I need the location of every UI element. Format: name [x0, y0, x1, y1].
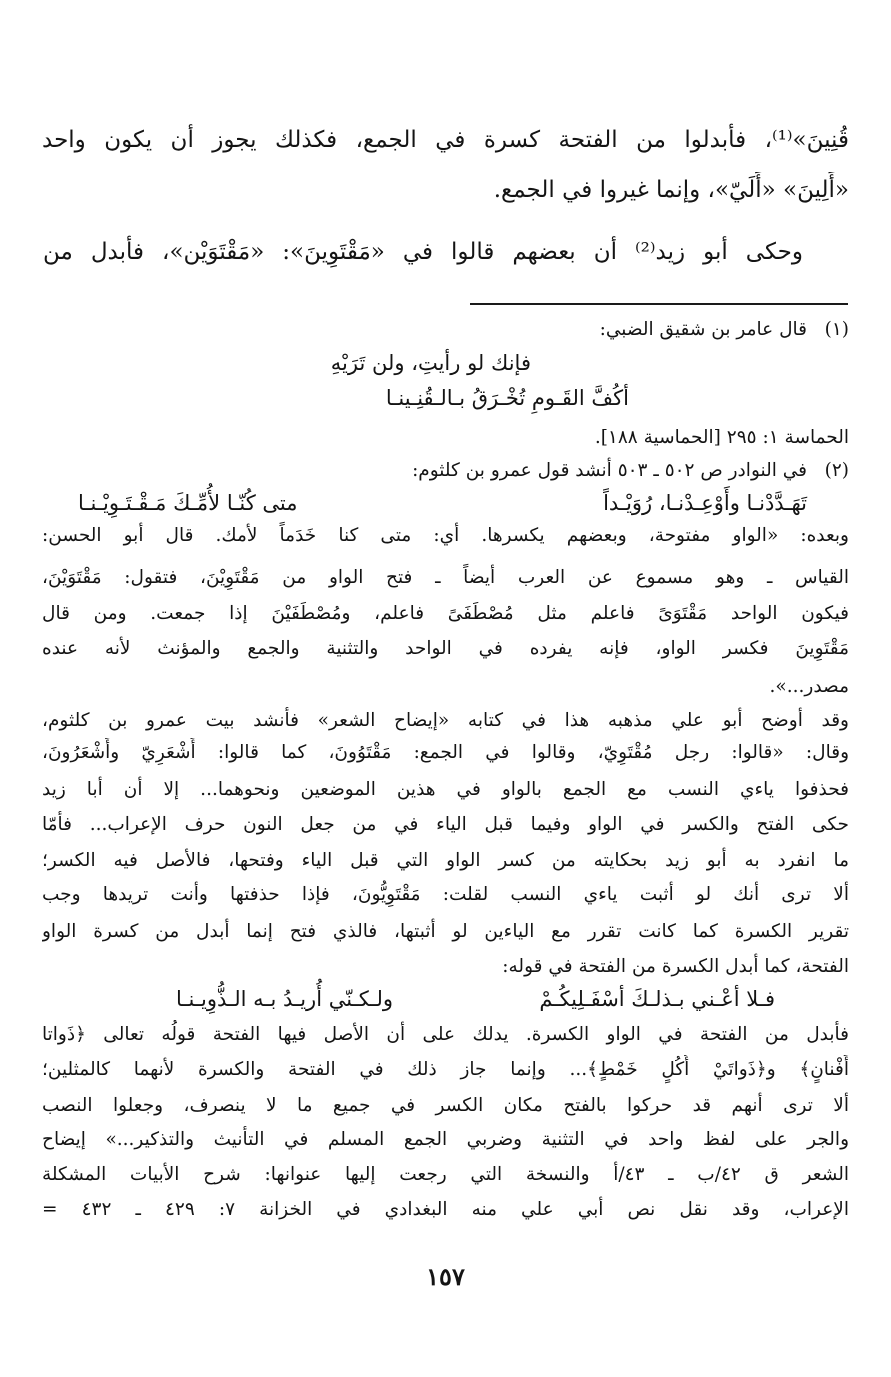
- footnote-2-line: أَفْنانٍ﴾ و﴿ذَواتَيْ أُكُلٍ خَمْطٍ﴾... وإنما جاز ذلك في الفتحة والكسرة لأنهما كالمثلين؛: [42, 1059, 849, 1080]
- footnote-2-line: مصدر...».: [769, 676, 849, 697]
- page-number: ١٥٧: [426, 1262, 465, 1291]
- footnote-1-source: الحماسة ١: ٢٩٥ [الحماسية ١٨٨].: [594, 427, 849, 448]
- footnote-2-intro: في النوادر ص ٥٠٢ ـ ٥٠٣ أنشد قول عمرو بن كلثوم:: [412, 460, 807, 481]
- footnote-2-line: الفتحة، كما أبدل الكسرة من الفتحة في قوله:: [502, 956, 849, 977]
- footnote-separator: [470, 303, 848, 305]
- footnote-1-number: (١): [824, 319, 849, 340]
- footnote-2-line: فيكون الواحد مَقْتَوَىً فاعلم مثل مُصْطَفَىً فاعلم، ومُصْطَفَيْنَ إذا جمعت. ومن قال: [42, 603, 849, 624]
- main-text-line-3: وحكى أبو زيد⁽²⁾ أن بعضهم قالوا في «مَقْتَوِينَ»: «مَقْتَوَيْن»، فأبدل من: [43, 239, 803, 265]
- footnote-2-line: الإعراب، وقد نقل نص أبي علي منه البغدادي في الخزانة ٧: ٤٢٩ ـ ٤٣٢ =: [42, 1199, 849, 1220]
- main-text-line-1: قُنِينَ»⁽¹⁾، فأبدلوا من الفتحة كسرة في الجمع، فكذلك يجوز أن يكون واحد: [42, 127, 849, 153]
- footnote-2-line: فحذفوا ياءي النسب مع الجمع بالواو في هذين الموضعين ونحوهما... إلا أن أبا زيد: [42, 779, 849, 800]
- main-text-line-2: «أَلِينَ» «أَلَيّ»، وإنما غيروا في الجمع.: [493, 177, 849, 203]
- footnote-2-line: ما انفرد به أبو زيد بحكايته من كسر الواو التي قبل الياء وفتحها، فالأصل فيه الكسر؛: [42, 850, 849, 871]
- footnote-2-verse-2-second-half: ولـكـنّي أُريـدُ بـه الـذُّوِيـنـا: [176, 987, 393, 1011]
- footnote-2-line: الشعر ق ٤٢/ب ـ ٤٣/أ والنسخة التي رجعت إليها عنوانها: شرح الأبيات المشكلة: [42, 1164, 849, 1185]
- footnote-2-line: حكى الفتح والكسر في الواو وفيما قبل الياء في من جعل النون حرف الإعراب... فأمّا: [42, 814, 849, 835]
- footnote-2-verse-second-half: متى كُنّـا لأُمِّـكَ مَـقْـتَـوِيْـنـا: [78, 491, 298, 515]
- footnote-2-line: مَقْتَوِينَ فكسر الواو، فإنه يفرده في الواحد والتثنية والجمع والمؤنث لأنه عنده: [42, 638, 849, 659]
- footnote-1-intro: قال عامر بن شقيق الضبي:: [599, 319, 807, 340]
- footnote-2-line: وقال: «قالوا: رجل مُقْتَوِيّ، وقالوا في الجمع: مَقْتَوُونَ، كما قالوا: أَشْعَرِيّ وأَشْعَرُونَ،: [42, 742, 849, 763]
- footnote-2-line: ألا ترى أنهم قد حركوا بالفتح مكان الكسر في جميع ما لا ينصرف، وجعلوا النصب: [42, 1095, 849, 1116]
- footnote-2-line: تقرير الكسرة كما كانت تقرر مع الياءين لو أثبتها، فالذي فتح إنما أبدل من كسرة الواو: [42, 921, 849, 942]
- footnote-2-verse-first-half: تَهَـدَّدْنـا وأَوْعِـدْنـا، رُوَيْـداً: [603, 491, 807, 515]
- footnote-2-line: القياس ـ وهو مسموع عن العرب أيضاً ـ فتح الواو من مَقْتَوِيْنَ، فتقول: مَقْتَوَيْنَ،: [42, 567, 849, 588]
- footnote-2-line: وبعده: «الواو مفتوحة، وبعضهم يكسرها. أي: متى كنا خَدَماً لأمك. قال أبو الحسن:: [42, 525, 849, 546]
- footnote-2-line: ألا ترى أنك لو أثبت ياءي النسب لقلت: مَقْتَوِيُّونَ، فإذا حذفتها وأنت تريدها وجب: [42, 884, 849, 905]
- footnote-2-line: والجر على لفظ واحد في التثنية وضربي الجمع المسلم في التأنيث والتذكير...» إيضاح: [42, 1129, 849, 1150]
- footnote-2-number: (٢): [824, 460, 849, 481]
- footnote-1-verse-line-1: فإنك لو رأيتِ، ولن تَرَيْهِ: [330, 351, 531, 375]
- footnote-2-line: وقد أوضح أبو علي مذهبه هذا في كتابه «إيضاح الشعر» فأنشد بيت عمرو بن كلثوم،: [42, 710, 849, 731]
- footnote-1-verse-line-2: أكُفَّ القَـومِ تُخْـرَقُ بـالـقُنِـينـا: [385, 386, 629, 410]
- footnote-2-verse-2-first-half: فـلا أعْـني بـذلـكَ أسْفَـلِيكُـمْ: [539, 987, 775, 1011]
- footnote-2-line: فأبدل من الفتحة في الواو الكسرة. يدلك على أن الأصل فيها الفتحة قولُه تعالى ﴿ذَواتا: [42, 1024, 849, 1045]
